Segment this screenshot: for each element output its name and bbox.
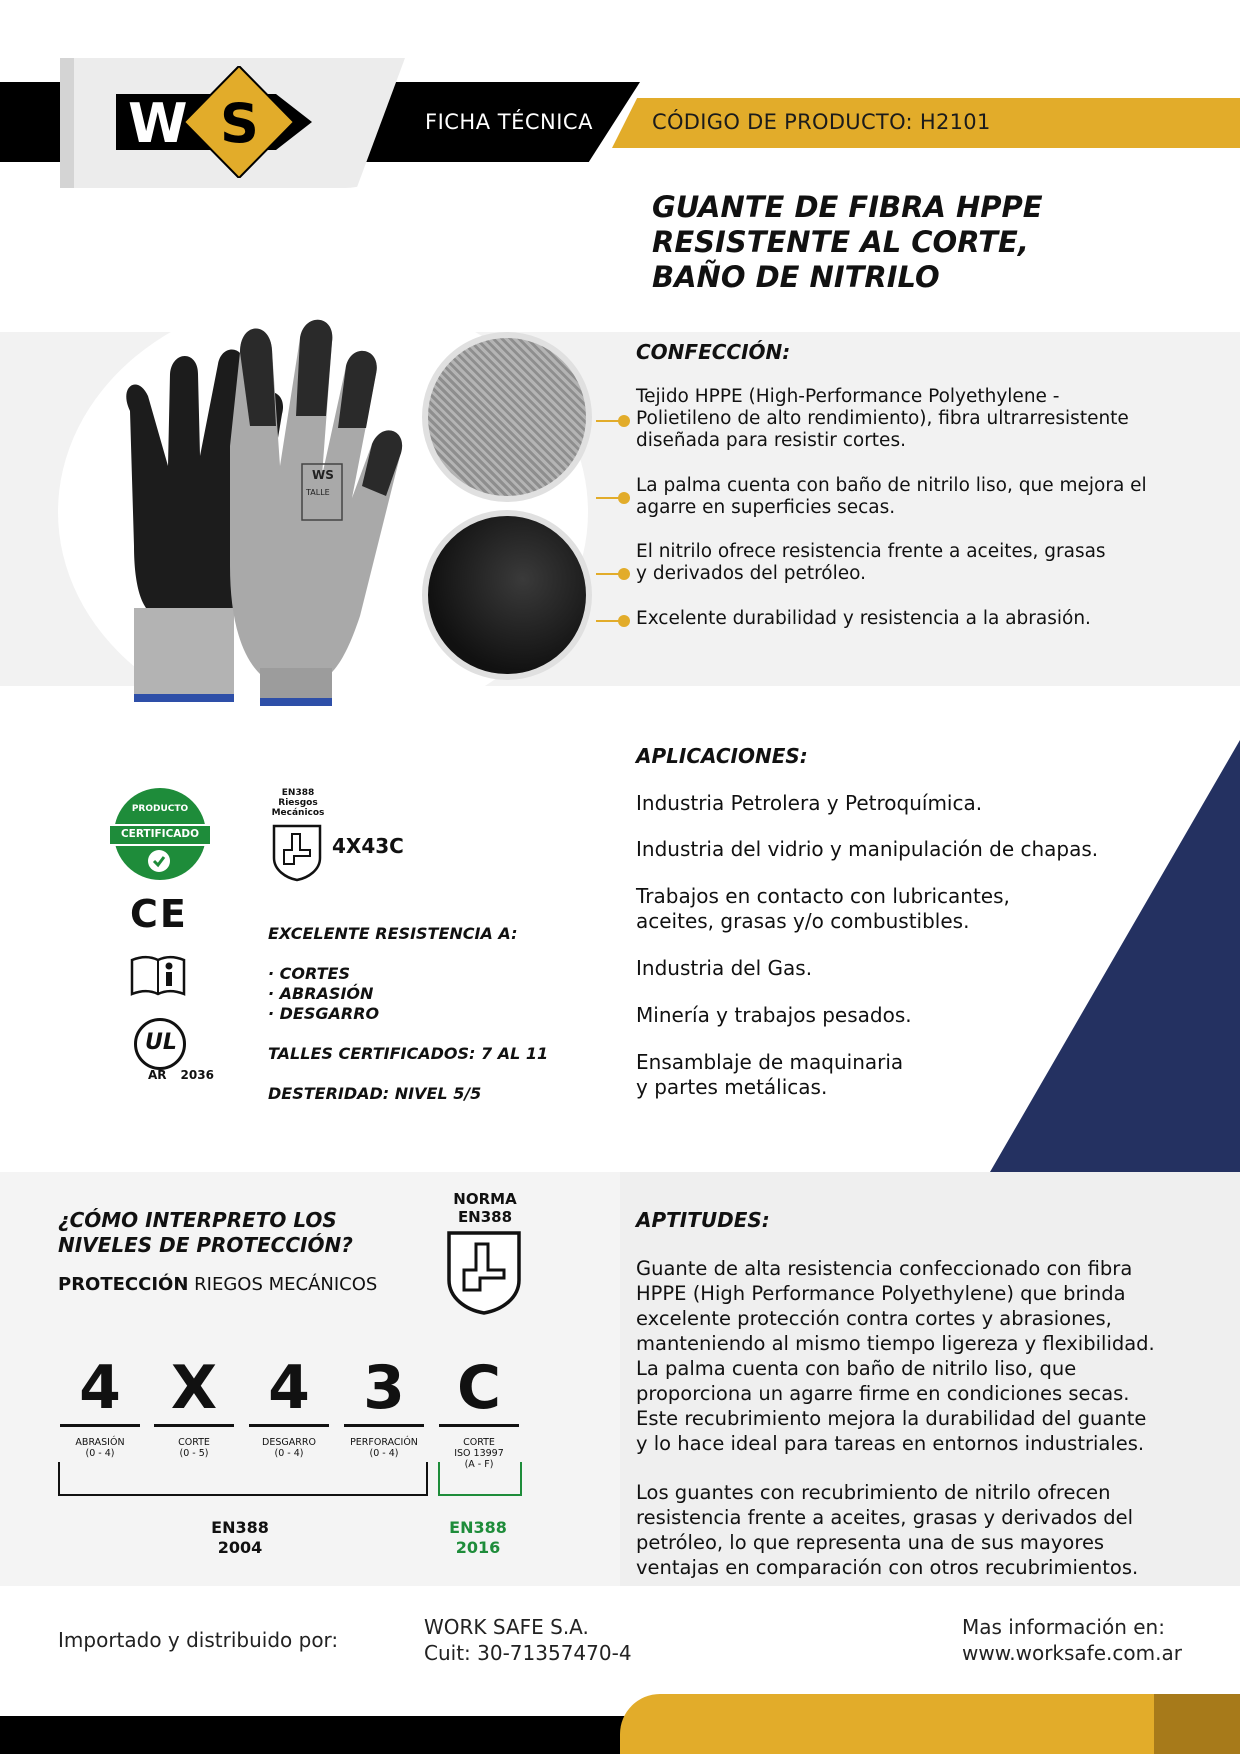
digit-corte-iso-underline	[439, 1424, 519, 1427]
aplicacion-item-5: Minería y trabajos pesados.	[636, 1003, 912, 1027]
aplicacion-item-2: Industria del vidrio y manipulación de chapas.	[636, 837, 1099, 861]
std-en388-2004	[180, 1518, 300, 1558]
confeccion-heading: CONFECCIÓN:	[636, 340, 791, 364]
resistance-item-abrasion: · ABRASIÓN	[268, 984, 374, 1003]
digit-perforacion-label-1: PERFORACIÓN	[350, 1437, 418, 1448]
aptitudes-p1-line-3: excelente protección contra cortes y abrasiones,	[636, 1307, 1112, 1330]
std-2004-line-2: 2004	[217, 1538, 263, 1557]
digit-abrasion-label	[55, 1437, 145, 1459]
resistance-heading: EXCELENTE RESISTENCIA A:	[268, 924, 518, 943]
ul-ar: AR	[148, 1068, 167, 1082]
aptitudes-heading: APTITUDES:	[636, 1208, 770, 1232]
digit-corte	[154, 1353, 239, 1459]
page-title	[652, 190, 1212, 295]
bullet-dot-2	[618, 492, 630, 504]
bracket-en388-2004	[58, 1462, 428, 1496]
logo-letter-s: S	[220, 92, 259, 155]
digit-abrasion-value: 4	[79, 1353, 121, 1423]
norma-label-line-1: NORMA	[453, 1190, 517, 1208]
en388-label-line-3: Mecánicos	[271, 808, 325, 818]
aplicacion-item-3	[636, 884, 1010, 934]
company-cuit: Cuit: 30-71357470-4	[424, 1641, 632, 1665]
navy-triangle-decoration	[990, 740, 1240, 1172]
more-info	[962, 1614, 1182, 1666]
aptitudes-paragraph-1	[636, 1256, 1155, 1456]
en388-label-line-1: EN388	[281, 788, 315, 798]
digit-perforacion	[344, 1353, 429, 1459]
resistance-list	[268, 964, 379, 1024]
nitrile-texture-circle	[422, 510, 592, 680]
confeccion-item-3-line-2: y derivados del petróleo.	[636, 563, 867, 584]
digit-perforacion-label-2: (0 - 4)	[369, 1448, 399, 1459]
en388-large-shield-icon	[446, 1230, 522, 1320]
aptitudes-paragraph-2	[636, 1480, 1138, 1580]
resistance-item-cortes: · CORTES	[268, 964, 350, 983]
aptitudes-p1-line-2: HPPE (High Performance Polyethylene) que brinda	[636, 1282, 1126, 1305]
std-2016-line-2: 2016	[455, 1538, 501, 1557]
std-en388-2016	[438, 1518, 518, 1558]
company-info	[424, 1614, 632, 1666]
aptitudes-p2-line-4: ventajas en comparación con otros recubrimientos.	[636, 1556, 1139, 1579]
digit-perforacion-label	[339, 1437, 429, 1459]
aplicacion-item-1: Industria Petrolera y Petroquímica.	[636, 791, 983, 815]
aptitudes-p1-line-6: proporciona un agarre firme en condiciones secas.	[636, 1382, 1130, 1405]
certified-badge	[114, 788, 206, 880]
digit-corte-iso-label-2: ISO 13997	[454, 1448, 504, 1459]
aptitudes-p1-line-1: Guante de alta resistencia confeccionado con fibra	[636, 1257, 1133, 1280]
title-line-2: RESISTENTE AL CORTE,	[652, 225, 1029, 259]
digit-abrasion	[60, 1353, 145, 1459]
aptitudes-p2-line-3: petróleo, lo que representa una de sus mayores	[636, 1531, 1105, 1554]
ce-mark-icon: CE	[130, 892, 188, 936]
aplicacion-item-6-line-2: y partes metálicas.	[636, 1075, 828, 1099]
website-link[interactable]: www.worksafe.com.ar	[962, 1641, 1182, 1665]
glove-tag-talle: TALLE	[306, 488, 330, 497]
aplicacion-item-4: Industria del Gas.	[636, 956, 813, 980]
digit-abrasion-label-2: (0 - 4)	[85, 1448, 115, 1459]
logo-letter-w: W	[128, 92, 188, 155]
digit-desgarro-underline	[249, 1424, 329, 1427]
confeccion-item-1-line-3: diseñada para resistir cortes.	[636, 430, 906, 451]
resistance-item-desgarro: · DESGARRO	[268, 1004, 380, 1023]
check-icon	[148, 850, 170, 872]
digit-desgarro-label	[244, 1437, 334, 1459]
footer-yellow-bar	[620, 1694, 1240, 1754]
aplicacion-item-6-line-1: Ensamblaje de maquinaria	[636, 1050, 904, 1074]
manual-info-icon	[130, 954, 186, 1000]
std-2004-line-1: EN388	[211, 1518, 269, 1537]
ficha-tecnica-label: FICHA TÉCNICA	[425, 110, 593, 134]
digit-corte-value: X	[170, 1353, 218, 1423]
confeccion-item-1-line-1: Tejido HPPE (High-Performance Polyethylene -	[636, 386, 1060, 407]
product-code: CÓDIGO DE PRODUCTO: H2101	[652, 110, 991, 134]
niveles-question-line-1: ¿CÓMO INTERPRETO LOS	[58, 1208, 337, 1232]
norma-label-line-2: EN388	[457, 1208, 513, 1226]
aptitudes-p2-line-2: resistencia frente a aceites, grasas y derivados del	[636, 1506, 1134, 1529]
footer-brown-block	[1154, 1694, 1240, 1754]
confeccion-item-2-line-1: La palma cuenta con baño de nitrilo liso, que mejora el	[636, 475, 1147, 496]
title-line-1: GUANTE DE FIBRA HPPE	[652, 190, 1043, 224]
destreza-level: DESTERIDAD: NIVEL 5/5	[268, 1084, 482, 1103]
digit-desgarro	[249, 1353, 334, 1459]
ul-mark-letters: UL	[145, 1030, 177, 1055]
aplicacion-item-6	[636, 1050, 903, 1100]
aptitudes-p1-line-7: Este recubrimiento mejora la durabilidad del guante	[636, 1407, 1147, 1430]
niveles-question-line-2: NIVELES DE PROTECCIÓN?	[58, 1233, 353, 1257]
badge-top-text: PRODUCTO	[131, 804, 189, 814]
aplicacion-item-3-line-1: Trabajos en contacto con lubricantes,	[636, 884, 1010, 908]
aptitudes-p2-line-1: Los guantes con recubrimiento de nitrilo ofrecen	[636, 1481, 1111, 1504]
more-info-label: Mas información en:	[962, 1615, 1165, 1639]
en388-label-line-2: Riesgos	[278, 798, 318, 808]
digit-abrasion-label-1: ABRASIÓN	[75, 1437, 125, 1448]
en388-shield-icon	[272, 824, 322, 886]
confeccion-item-4	[636, 608, 1091, 630]
confeccion-item-3-line-1: El nitrilo ofrece resistencia frente a aceites, grasas	[636, 541, 1106, 562]
glove-tag-brand: WS	[312, 468, 334, 482]
bullet-dot-1	[618, 415, 630, 427]
confeccion-item-2-line-2: agarre en superficies secas.	[636, 497, 896, 518]
digit-corte-iso-label-1: CORTE	[463, 1437, 495, 1448]
proteccion-label	[58, 1274, 377, 1295]
digit-abrasion-underline	[60, 1424, 140, 1427]
ul-number: 2036	[180, 1068, 214, 1082]
aptitudes-p1-line-4: manteniendo al mismo tiempo ligereza y flexibilidad.	[636, 1332, 1155, 1355]
confeccion-item-1-line-2: Polietileno de alto rendimiento), fibra ultrarresistente	[636, 408, 1129, 429]
proteccion-rest: RIEGOS MECÁNICOS	[194, 1274, 378, 1295]
talles-certificados: TALLES CERTIFICADOS: 7 AL 11	[268, 1044, 549, 1063]
digit-corte-underline	[154, 1424, 234, 1427]
digit-corte-iso-label-3: (A - F)	[464, 1459, 494, 1470]
ul-code	[148, 1068, 214, 1082]
badge-mid-text: CERTIFICADO	[120, 828, 200, 840]
bullet-dot-4	[618, 615, 630, 627]
company-name: WORK SAFE S.A.	[424, 1615, 589, 1639]
en388-code: 4X43C	[332, 834, 404, 858]
ws-logo	[116, 66, 312, 178]
footer-black-bar	[0, 1716, 640, 1754]
proteccion-bold: PROTECCIÓN	[58, 1274, 189, 1295]
bullet-connector-2	[596, 497, 620, 499]
digit-corte-iso	[439, 1353, 524, 1470]
digit-corte-label-2: (0 - 5)	[179, 1448, 209, 1459]
ul-mark-icon	[134, 1018, 186, 1070]
niveles-question	[58, 1208, 353, 1258]
digit-perforacion-underline	[344, 1424, 424, 1427]
aplicaciones-heading: APLICACIONES:	[636, 744, 808, 768]
digit-desgarro-value: 4	[268, 1353, 310, 1423]
digit-perforacion-value: 3	[363, 1353, 405, 1423]
bullet-dot-3	[618, 568, 630, 580]
confeccion-item-2	[636, 475, 1147, 519]
digit-desgarro-label-2: (0 - 4)	[274, 1448, 304, 1459]
glove-product-image	[90, 316, 430, 726]
digit-corte-label	[149, 1437, 239, 1459]
aptitudes-p1-line-8: y lo hace ideal para tareas en entornos industriales.	[636, 1432, 1145, 1455]
title-line-3: BAÑO DE NITRILO	[652, 260, 940, 294]
logo-panel-edge	[60, 58, 74, 188]
aplicacion-item-3-line-2: aceites, grasas y/o combustibles.	[636, 909, 970, 933]
bullet-connector-1	[596, 420, 620, 422]
confeccion-item-1	[636, 386, 1129, 452]
std-2016-line-1: EN388	[449, 1518, 507, 1537]
digit-corte-label-1: CORTE	[178, 1437, 210, 1448]
confeccion-item-3	[636, 541, 1106, 585]
norma-label	[440, 1190, 530, 1226]
bullet-connector-4	[596, 620, 620, 622]
en388-small-label	[268, 788, 328, 818]
hppe-texture-circle	[422, 332, 592, 502]
importado-label: Importado y distribuido por:	[58, 1628, 339, 1652]
digit-corte-iso-value: C	[456, 1353, 502, 1423]
bracket-en388-2016	[438, 1462, 522, 1496]
confeccion-item-4-line-1: Excelente durabilidad y resistencia a la abrasión.	[636, 608, 1091, 629]
digit-desgarro-label-1: DESGARRO	[262, 1437, 316, 1448]
aptitudes-p1-line-5: La palma cuenta con baño de nitrilo liso, que	[636, 1357, 1077, 1380]
bullet-connector-3	[596, 573, 620, 575]
